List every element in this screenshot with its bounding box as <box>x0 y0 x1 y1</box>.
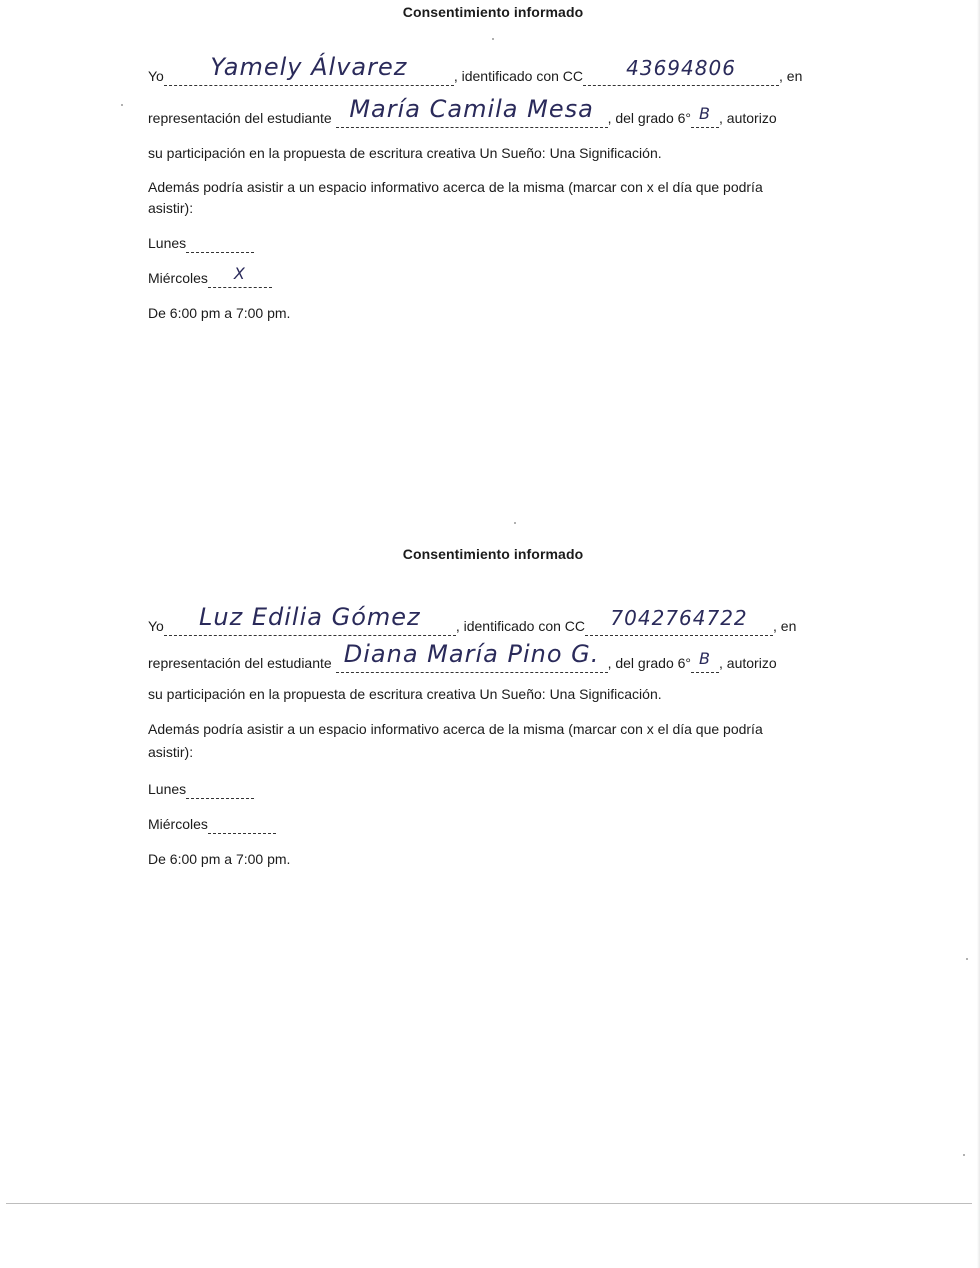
wednesday-mark: X <box>233 264 246 283</box>
representation-label: representación del estudiante <box>148 655 332 671</box>
wednesday-mark-field[interactable] <box>208 264 272 288</box>
schedule-text: De 6:00 pm a 7:00 pm. <box>148 851 291 867</box>
wednesday-label: Miércoles <box>148 816 208 832</box>
info-text-line-1: Además podría asistir a un espacio informativo acerca de la misma (marcar con x el día que podría <box>148 179 763 195</box>
monday-option <box>148 780 254 799</box>
grade-handwriting: B <box>699 649 711 668</box>
id-number-handwriting: 7042764722 <box>610 606 748 630</box>
student-name-field[interactable] <box>336 640 608 673</box>
info-text-line-2: asistir): <box>148 200 194 216</box>
en-label: , en <box>779 68 803 84</box>
scan-speck <box>514 522 516 524</box>
representation-label: representación del estudiante <box>148 110 332 126</box>
autorizo-label: , autorizo <box>719 110 777 126</box>
info-text-line-2: asistir): <box>148 744 194 760</box>
wednesday-option <box>148 815 276 834</box>
monday-label: Lunes <box>148 781 187 797</box>
id-label: , identificado con CC <box>455 618 586 634</box>
autorizo-label: , autorizo <box>719 655 777 671</box>
grade-field[interactable] <box>691 649 719 673</box>
student-line <box>148 95 777 128</box>
parent-line <box>148 603 797 636</box>
participation-text: su participación en la propuesta de escritura creativa Un Sueño: Una Significación. <box>148 145 662 161</box>
form-title: Consentimiento informado <box>402 4 584 20</box>
monday-mark-field[interactable] <box>186 780 254 799</box>
student-line <box>148 640 777 673</box>
scan-speck <box>966 958 968 960</box>
en-label: , en <box>773 618 797 634</box>
monday-mark-field[interactable] <box>186 234 254 253</box>
participation-text: su participación en la propuesta de escritura creativa Un Sueño: Una Significación. <box>148 686 662 702</box>
grade-handwriting: B <box>699 104 711 123</box>
page-bottom-edge <box>6 1203 972 1204</box>
grade-label: , del grado 6° <box>607 110 692 126</box>
wednesday-mark-field[interactable] <box>208 815 276 834</box>
id-label: , identificado con CC <box>453 68 584 84</box>
scan-speck <box>492 38 494 40</box>
id-number-field[interactable] <box>585 606 773 636</box>
scan-speck <box>121 104 123 106</box>
student-name-field[interactable] <box>336 95 608 128</box>
wednesday-option <box>148 264 272 288</box>
wednesday-label: Miércoles <box>148 270 208 286</box>
yo-label: Yo <box>148 618 164 634</box>
form-title: Consentimiento informado <box>402 546 584 562</box>
parent-name-field[interactable] <box>164 53 454 86</box>
info-text-line-1: Además podría asistir a un espacio informativo acerca de la misma (marcar con x el día que podría <box>148 721 763 737</box>
id-number-field[interactable] <box>583 56 779 86</box>
parent-name-handwriting: Luz Edilia Gómez <box>199 603 421 631</box>
schedule-text: De 6:00 pm a 7:00 pm. <box>148 305 291 321</box>
monday-option <box>148 234 254 253</box>
parent-name-field[interactable] <box>164 603 456 636</box>
id-number-handwriting: 43694806 <box>626 56 736 80</box>
parent-line <box>148 53 803 86</box>
grade-field[interactable] <box>691 104 719 128</box>
yo-label: Yo <box>148 68 164 84</box>
student-name-handwriting: María Camila Mesa <box>349 95 594 123</box>
monday-label: Lunes <box>148 235 187 251</box>
grade-label: , del grado 6° <box>607 655 692 671</box>
scan-speck <box>963 1154 965 1156</box>
student-name-handwriting: Diana María Pino G. <box>343 640 600 668</box>
parent-name-handwriting: Yamely Álvarez <box>210 53 408 81</box>
